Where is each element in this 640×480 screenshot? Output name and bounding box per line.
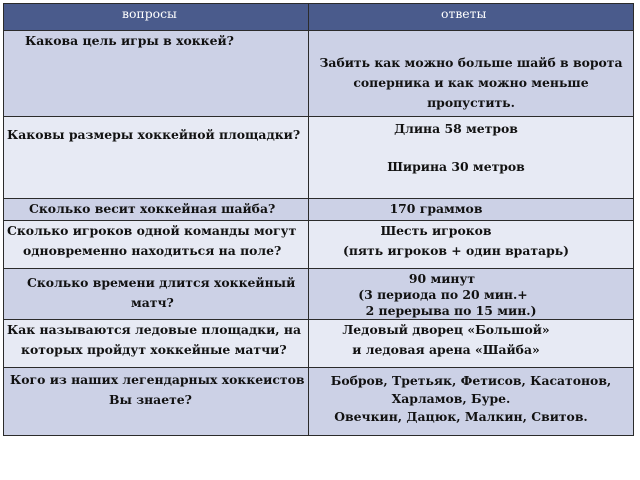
answer-cell <box>309 199 634 221</box>
answer-text: 2 перерыва по 15 мин.) <box>365 303 537 318</box>
answer-text: (пять игроков + один вратарь) <box>342 243 570 258</box>
table-row <box>4 320 634 368</box>
table-row <box>4 117 634 199</box>
table-row <box>4 221 634 269</box>
answer-cell <box>309 320 634 368</box>
question-cell <box>4 368 309 436</box>
answer-text: Ширина 30 метров <box>387 159 525 174</box>
question-text: Как называются ледовые площадки, на <box>7 322 302 337</box>
question-cell <box>4 31 309 117</box>
header-answers: ответы <box>309 4 634 31</box>
answer-cell <box>309 117 634 199</box>
answer-text: Длина 58 метров <box>394 121 518 136</box>
question-cell <box>4 117 309 199</box>
table-row <box>4 368 634 436</box>
question-text: которых пройдут хоккейные матчи? <box>21 342 287 357</box>
question-text: одновременно находиться на поле? <box>23 243 282 258</box>
answer-text: Забить как можно больше шайб в ворота <box>319 55 623 70</box>
answer-text: (3 периода по 20 мин.+ <box>358 287 528 302</box>
answer-text: Овечкин, Дацюк, Малкин, Свитов. <box>334 409 588 424</box>
answer-cell <box>309 221 634 269</box>
question-text: Какова цель игры в хоккей? <box>25 33 234 48</box>
answer-text: Ледовый дворец «Большой» <box>342 322 550 337</box>
answer-text: 170 граммов <box>389 201 483 216</box>
answer-text: 90 минут <box>408 271 476 286</box>
answer-cell <box>309 368 634 436</box>
table-row <box>4 269 634 320</box>
answer-text: соперника и как можно меньше <box>353 75 589 90</box>
question-cell <box>4 221 309 269</box>
question-cell <box>4 320 309 368</box>
answer-text: Бобров, Третьяк, Фетисов, Касатонов, <box>330 373 612 388</box>
answer-cell <box>309 31 634 117</box>
header-questions: вопросы <box>4 4 309 31</box>
question-text: Сколько весит хоккейная шайба? <box>29 201 276 216</box>
question-text: Вы знаете? <box>109 392 192 407</box>
question-text: Кого из наших легендарных хоккеистов <box>10 372 305 387</box>
question-text: Сколько времени длится хоккейный <box>27 275 296 290</box>
answer-text: пропустить. <box>427 95 515 110</box>
table-header-row <box>4 4 634 31</box>
answer-text: Шесть игроков <box>380 223 492 238</box>
question-cell <box>4 199 309 221</box>
answer-text: Харламов, Буре. <box>391 391 511 406</box>
question-text: Сколько игроков одной команды могут <box>7 223 297 238</box>
answer-text: и ледовая арена «Шайба» <box>352 342 540 357</box>
question-text: Каковы размеры хоккейной площадки? <box>7 127 301 142</box>
question-text: матч? <box>131 295 174 310</box>
table-row <box>4 199 634 221</box>
hockey-qa-table <box>3 3 634 436</box>
table-row <box>4 31 634 117</box>
answer-cell <box>309 269 634 320</box>
question-cell <box>4 269 309 320</box>
